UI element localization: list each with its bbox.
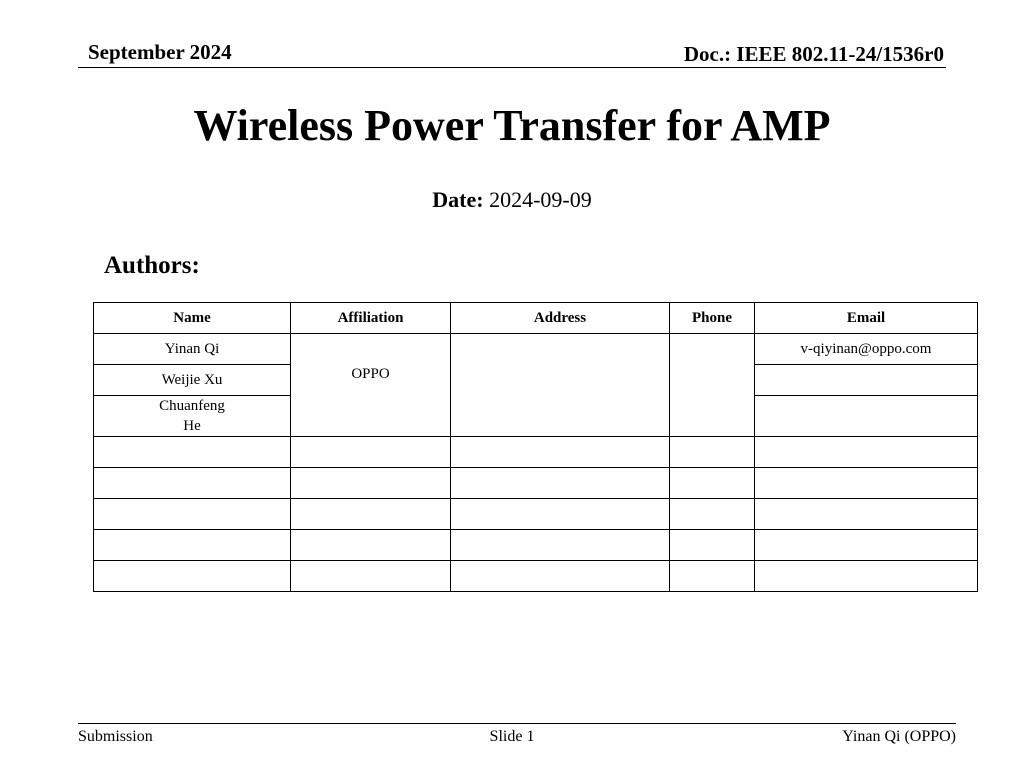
empty-cell <box>291 437 451 468</box>
table-row <box>94 499 978 530</box>
empty-cell <box>755 437 978 468</box>
empty-cell <box>291 499 451 530</box>
table-row <box>94 334 978 365</box>
empty-cell <box>670 530 755 561</box>
table-header-row <box>94 303 978 334</box>
empty-cell <box>670 437 755 468</box>
author-email-cell <box>755 365 978 396</box>
empty-cell <box>291 530 451 561</box>
empty-cell <box>451 437 670 468</box>
affiliation-cell: OPPO <box>291 334 451 437</box>
phone-cell <box>670 334 755 437</box>
authors-table <box>93 302 978 592</box>
empty-cell <box>451 530 670 561</box>
empty-cell <box>451 468 670 499</box>
footer-slide-number: Slide 1 <box>489 728 535 745</box>
author-name-cell: Weijie Xu <box>94 365 291 396</box>
footer-divider <box>78 723 956 724</box>
header-divider <box>78 67 946 68</box>
author-email-cell <box>755 396 978 437</box>
table-row <box>94 561 978 592</box>
empty-cell <box>451 499 670 530</box>
authors-heading: Authors: <box>104 252 200 279</box>
table-row <box>94 437 978 468</box>
empty-cell <box>94 530 291 561</box>
date-value: 2024-09-09 <box>489 187 592 212</box>
column-header-address: Address <box>451 303 670 334</box>
slide-title: Wireless Power Transfer for AMP <box>193 101 831 150</box>
empty-cell <box>94 468 291 499</box>
column-header-affiliation: Affiliation <box>291 303 451 334</box>
empty-cell <box>755 561 978 592</box>
author-name-line: Chuanfeng <box>159 398 225 414</box>
empty-cell <box>291 468 451 499</box>
empty-cell <box>755 468 978 499</box>
empty-cell <box>94 499 291 530</box>
empty-cell <box>451 561 670 592</box>
footer-submission: Submission <box>78 728 153 745</box>
empty-cell <box>670 468 755 499</box>
column-header-name: Name <box>94 303 291 334</box>
author-name-line: He <box>183 418 201 434</box>
empty-cell <box>94 561 291 592</box>
date-label: Date: <box>432 187 484 212</box>
author-name-cell <box>94 396 291 437</box>
empty-cell <box>670 561 755 592</box>
empty-cell <box>755 530 978 561</box>
empty-cell <box>755 499 978 530</box>
column-header-email: Email <box>755 303 978 334</box>
address-cell <box>451 334 670 437</box>
empty-cell <box>670 499 755 530</box>
footer-author: Yinan Qi (OPPO) <box>842 728 956 745</box>
column-header-phone: Phone <box>670 303 755 334</box>
table-row <box>94 468 978 499</box>
date-line <box>0 187 1024 213</box>
empty-cell <box>291 561 451 592</box>
author-email-cell: v-qiyinan@oppo.com <box>755 334 978 365</box>
header-date: September 2024 <box>88 40 232 64</box>
empty-cell <box>94 437 291 468</box>
author-name-cell: Yinan Qi <box>94 334 291 365</box>
header-doc-id: Doc.: IEEE 802.11-24/1536r0 <box>683 42 944 66</box>
table-row <box>94 530 978 561</box>
